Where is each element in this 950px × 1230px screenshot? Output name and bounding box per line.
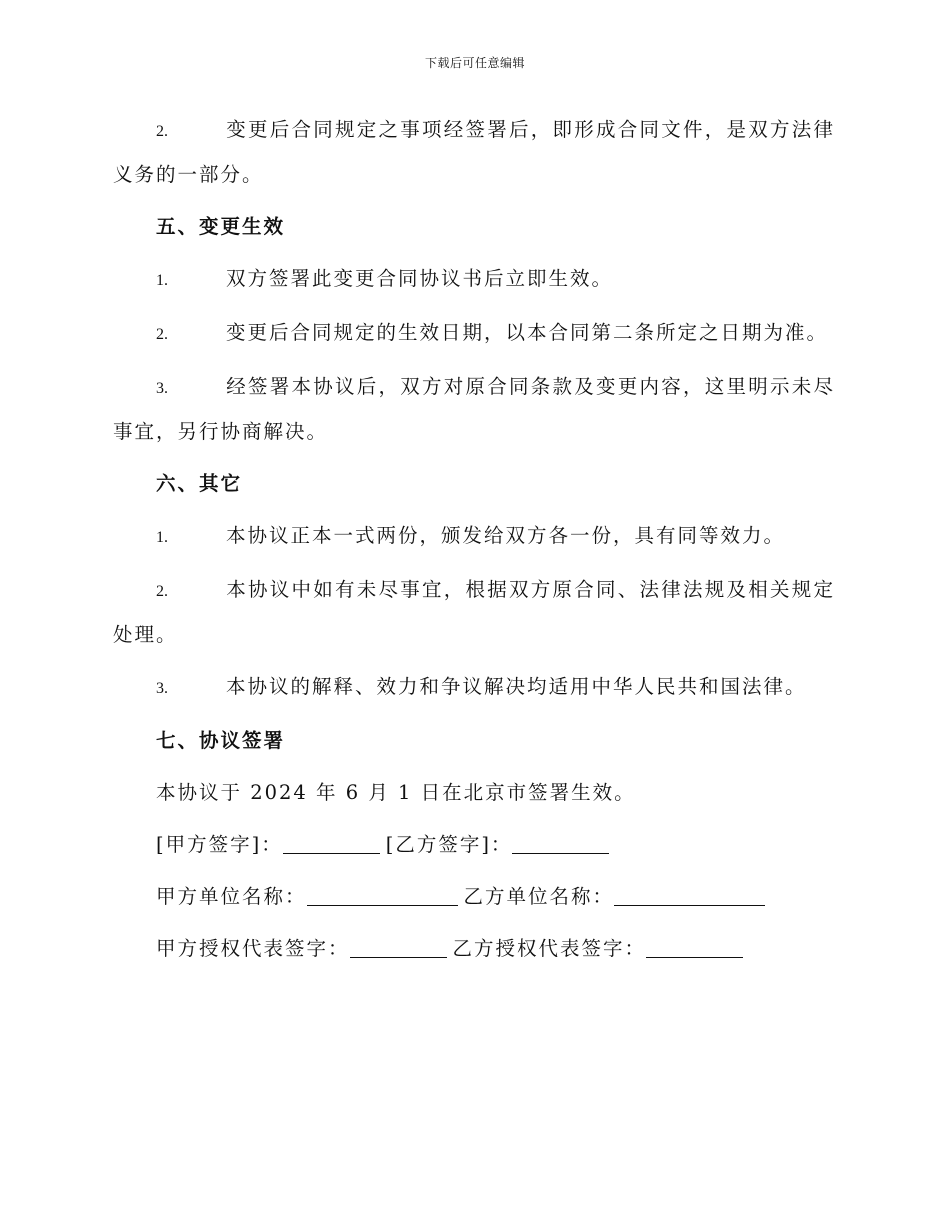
party-a-rep-label: 甲方授权代表签字： [156,937,350,960]
section-heading-5: 五、变更生效 [156,215,286,238]
signature-line-parties [113,823,835,866]
signing-statement: 本协议于 2024 年 6 月 1 日在北京市签署生效。 [156,781,636,804]
party-b-sign-field[interactable] [512,831,609,854]
section-heading-6: 六、其它 [156,472,243,495]
clause-5-2 [113,311,835,356]
clause-text: 本协议中如有未尽事宜，根据双方原合同、法律法规及相关规定处理。 [113,578,835,646]
clause-6-2 [113,568,835,656]
party-b-unit-label: 乙方单位名称： [463,885,615,908]
clause-text: 双方签署此变更合同协议书后立即生效。 [226,267,614,290]
clause-text: 变更后合同规定的生效日期，以本合同第二条所定之日期为准。 [226,321,829,344]
document-body [113,108,835,979]
clause-4-2 [113,108,835,196]
party-a-unit-label: 甲方单位名称： [156,885,307,908]
party-a-rep-field[interactable] [350,935,447,958]
clause-text: 本协议的解释、效力和争议解决均适用中华人民共和国法律。 [226,675,807,698]
clause-text: 变更后合同规定之事项经签署后，即形成合同文件，是双方法律义务的一部分。 [113,118,835,186]
clause-text: 经签署本协议后，双方对原合同条款及变更内容，这里明示未尽事宜，另行协商解决。 [113,375,835,443]
clause-number: 2. [156,583,168,600]
clause-number: 1. [156,529,168,546]
party-b-sign-label: [乙方签字]： [385,833,513,856]
clause-number: 2. [156,326,168,343]
signature-line-representatives [113,927,835,970]
clause-6-1 [113,514,835,559]
party-a-sign-label: [甲方签字]： [156,833,283,856]
section-heading-7: 七、协议签署 [156,729,286,752]
party-b-rep-label: 乙方授权代表签字： [452,937,647,960]
party-a-sign-field[interactable] [283,831,380,854]
clause-6-3 [113,665,835,710]
party-a-unit-field[interactable] [307,883,458,906]
clause-5-1 [113,257,835,302]
clause-number: 2. [156,123,168,140]
page-header: 下载后可任意编辑 [424,56,525,70]
clause-number: 3. [156,680,168,697]
party-b-rep-field[interactable] [646,935,743,958]
clause-text: 本协议正本一式两份，颁发给双方各一份，具有同等效力。 [226,524,786,547]
clause-5-3 [113,365,835,453]
clause-number: 3. [156,380,168,397]
signature-line-units [113,875,835,918]
clause-number: 1. [156,272,168,289]
party-b-unit-field[interactable] [614,883,765,906]
